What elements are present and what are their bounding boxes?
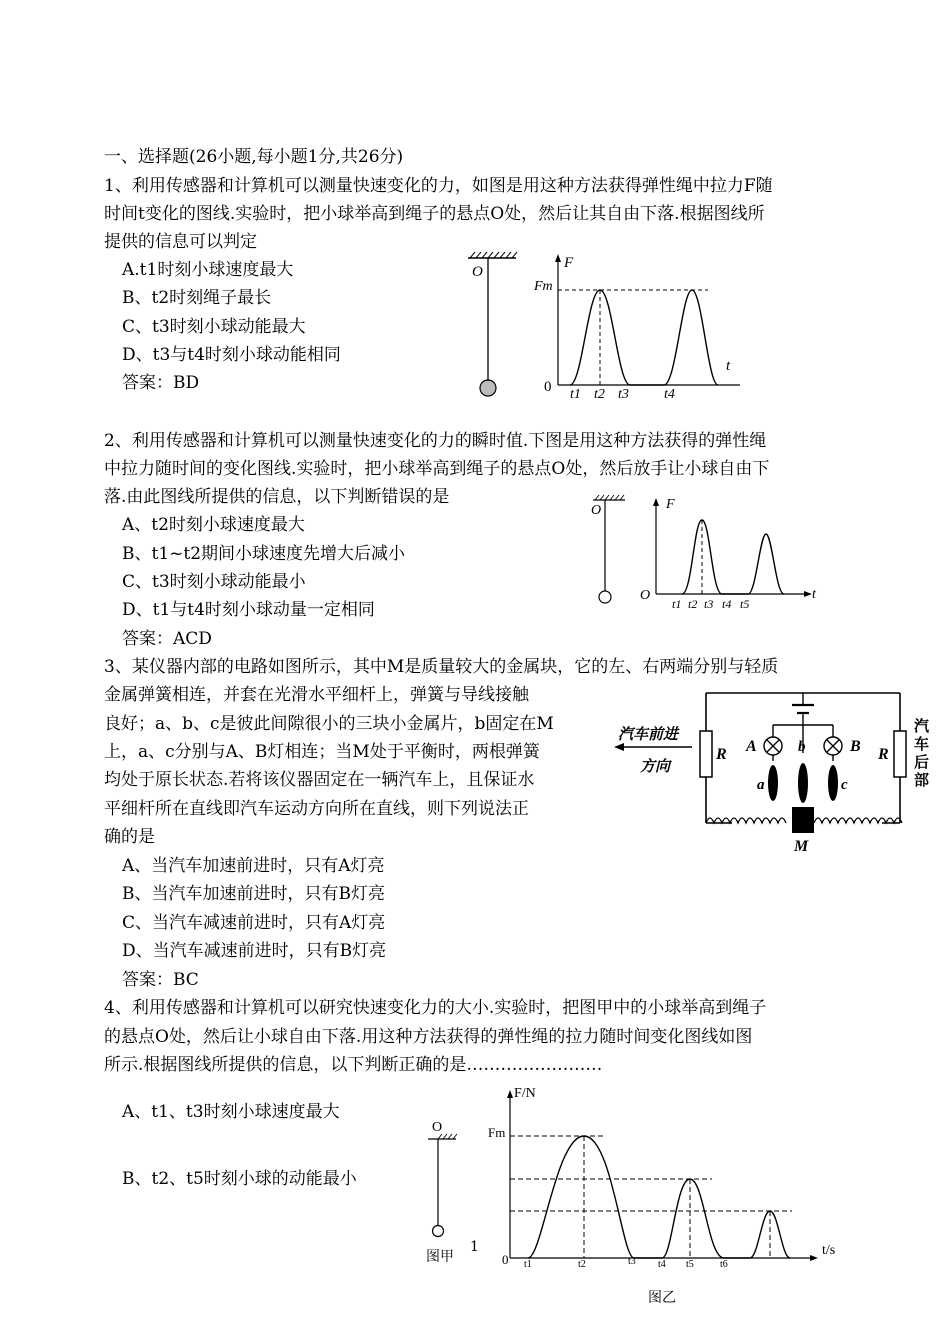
rear-label-4: 部 (914, 773, 930, 789)
q1-stem-line-2: 时间t变化的图线.实验时，把小球举高到绳子的悬点O处，然后让其自由下落.根据图线所 (104, 204, 765, 224)
q4-force-graph (480, 1080, 840, 1308)
q1-stem-line-3: 提供的信息可以判定 (104, 232, 257, 252)
q1-x-axis-label: t (726, 358, 731, 374)
q2-stem-line-1: 2、利用传感器和计算机可以测量快速变化的力的瞬时值.下图是用这种方法获得的弹性绳 (104, 431, 767, 451)
q1-force-curve (570, 290, 718, 385)
q4-stem-line-1: 4、利用传感器和计算机可以研究快速变化力的大小.实验时，把图甲中的小球举高到绳子 (104, 998, 767, 1018)
q3-stem-line-5: 均处于原长状态.若将该仪器固定在一辆汽车上，且保证水 (104, 770, 535, 790)
q2-force-curve (682, 520, 784, 594)
mass-label: M (794, 838, 809, 855)
q4-caption-jia: 图甲 (426, 1250, 454, 1265)
q1-tick-t2: t2 (594, 387, 605, 402)
q4-tick-t6: t6 (720, 1259, 728, 1270)
q2-origin-label: O (640, 588, 651, 603)
q3-stem-line-6: 平细杆所在直线即汽车运动方向所在直线，则下列说法正 (104, 799, 529, 819)
q4-tick-t4: t4 (658, 1259, 666, 1270)
direction-label: 方向 (640, 759, 671, 775)
rear-label-2: 车 (914, 737, 930, 753)
q1-option-a: A.t1时刻小球速度最大 (122, 260, 294, 280)
q4-force-curve (528, 1136, 790, 1258)
q4-tick-t1: t1 (524, 1259, 532, 1270)
q3-option-b: B、当汽车加速前进时，只有B灯亮 (122, 884, 385, 904)
section-title: 一、选择题(26小题,每小题1分,共26分) (104, 147, 404, 167)
q2-y-axis-label: F (666, 497, 675, 512)
q4-y-axis-label: F/N (514, 1086, 536, 1101)
q2-option-d: D、t1与t4时刻小球动量一定相同 (122, 600, 375, 620)
q4-pivot-label: O (432, 1120, 443, 1135)
q2-ball (599, 591, 611, 603)
contact-c (828, 765, 838, 801)
q2-option-c: C、t3时刻小球动能最小 (122, 572, 306, 592)
q1-option-b: B、t2时刻绳子最长 (122, 288, 272, 308)
resistor-left-label: R (716, 746, 727, 763)
q2-stem-line-2: 中拉力随时间的变化图线.实验时，把小球举高到绳子的悬点O处，然后放手让小球自由下 (104, 459, 770, 479)
q3-stem-line-4: 上，a、c分别与A、B灯相连；当M处于平衡时，两根弹簧 (104, 742, 540, 762)
q2-answer: 答案：ACD (122, 629, 212, 649)
q4-stem-line-3: 所示.根据图线所提供的信息，以下判断正确的是…………………… (104, 1055, 603, 1075)
q1-stem-line-1: 1、利用传感器和计算机可以测量快速变化的力，如图是用这种方法获得弹性绳中拉力F随 (104, 176, 773, 196)
q1-pivot-label: O (472, 264, 483, 280)
contact-b-label: b (798, 739, 806, 755)
q1-ball (480, 380, 496, 396)
q4-tick-t3: t3 (628, 1256, 636, 1267)
q1-pendulum-figure (460, 250, 530, 400)
q2-option-a: A、t2时刻小球速度最大 (122, 515, 305, 535)
q1-answer: 答案：BD (122, 373, 200, 393)
q4-option-a: A、t1、t3时刻小球速度最大 (122, 1102, 340, 1122)
contact-b (798, 763, 808, 803)
q2-tick-t2: t2 (688, 597, 698, 611)
q3-option-c: C、当汽车减速前进时，只有A灯亮 (122, 913, 386, 933)
q2-tick-t3: t3 (704, 597, 714, 611)
q3-stem-line-3: 良好；a、b、c是彼此间隙很小的三块小金属片，b固定在M (104, 714, 554, 734)
q2-pendulum-figure (585, 494, 635, 609)
q3-stem-line-7: 确的是 (104, 827, 155, 847)
front-label: 汽车前进 (618, 727, 679, 743)
q1-y-axis-label: F (564, 255, 574, 271)
q2-x-axis-label: t (812, 587, 816, 602)
q1-option-d: D、t3与t4时刻小球动能相同 (122, 345, 341, 365)
q2-stem-line-3: 落.由此图线所提供的信息，以下判断错误的是 (104, 487, 450, 507)
q1-fm-label: Fm (534, 279, 553, 294)
contact-a-label: a (757, 777, 765, 793)
q2-tick-t1: t1 (672, 597, 682, 611)
q1-tick-t1: t1 (570, 387, 581, 402)
q3-stem-line-2: 金属弹簧相连，并套在光滑水平细杆上，弹簧与导线接触 (104, 685, 529, 705)
q1-tick-t4: t4 (664, 387, 675, 402)
q4-fm-label: Fm (488, 1125, 506, 1140)
q1-tick-t3: t3 (618, 387, 629, 402)
q4-stem-line-2: 的悬点O处，然后让小球自由下落.用这种方法获得的弹性绳的拉力随时间变化图线如图 (104, 1027, 753, 1047)
q2-tick-t4: t4 (722, 597, 732, 611)
q3-circuit-diagram (612, 683, 942, 855)
q2-tick-t5: t5 (740, 597, 750, 611)
page-number: 1 (470, 1239, 479, 1255)
q1-origin-label: 0 (544, 379, 552, 395)
lamp-a-label: A (746, 738, 757, 755)
q4-tick-t2: t2 (578, 1259, 586, 1270)
q2-option-b: B、t1~t2期间小球速度先增大后减小 (122, 544, 406, 564)
q4-origin-label: 0 (502, 1252, 509, 1267)
q3-stem-line-1: 3、某仪器内部的电路如图所示，其中M是质量较大的金属块，它的左、右两端分别与轻质 (104, 657, 779, 677)
rear-label-1: 汽 (914, 719, 930, 735)
q4-ball (433, 1226, 444, 1237)
resistor-left (700, 731, 712, 777)
q4-x-axis-label: t/s (822, 1243, 836, 1258)
lamp-b-label: B (850, 738, 861, 755)
rear-label-3: 后 (914, 755, 930, 771)
q4-option-b: B、t2、t5时刻小球的动能最小 (122, 1169, 357, 1189)
q4-tick-t5: t5 (686, 1259, 694, 1270)
q2-pivot-label: O (591, 503, 602, 518)
resistor-right (894, 731, 906, 777)
q3-answer: 答案：BC (122, 970, 199, 990)
resistor-right-label: R (878, 746, 889, 763)
q4-caption-yi: 图乙 (648, 1291, 676, 1306)
q1-force-graph (530, 250, 750, 400)
q1-option-c: C、t3时刻小球动能最大 (122, 317, 306, 337)
mass-block (792, 807, 814, 833)
contact-c-label: c (841, 777, 848, 793)
contact-a (768, 765, 778, 801)
q3-option-d: D、当汽车减速前进时，只有B灯亮 (122, 941, 387, 961)
q3-option-a: A、当汽车加速前进时，只有A灯亮 (122, 856, 385, 876)
q2-force-graph (636, 494, 826, 614)
